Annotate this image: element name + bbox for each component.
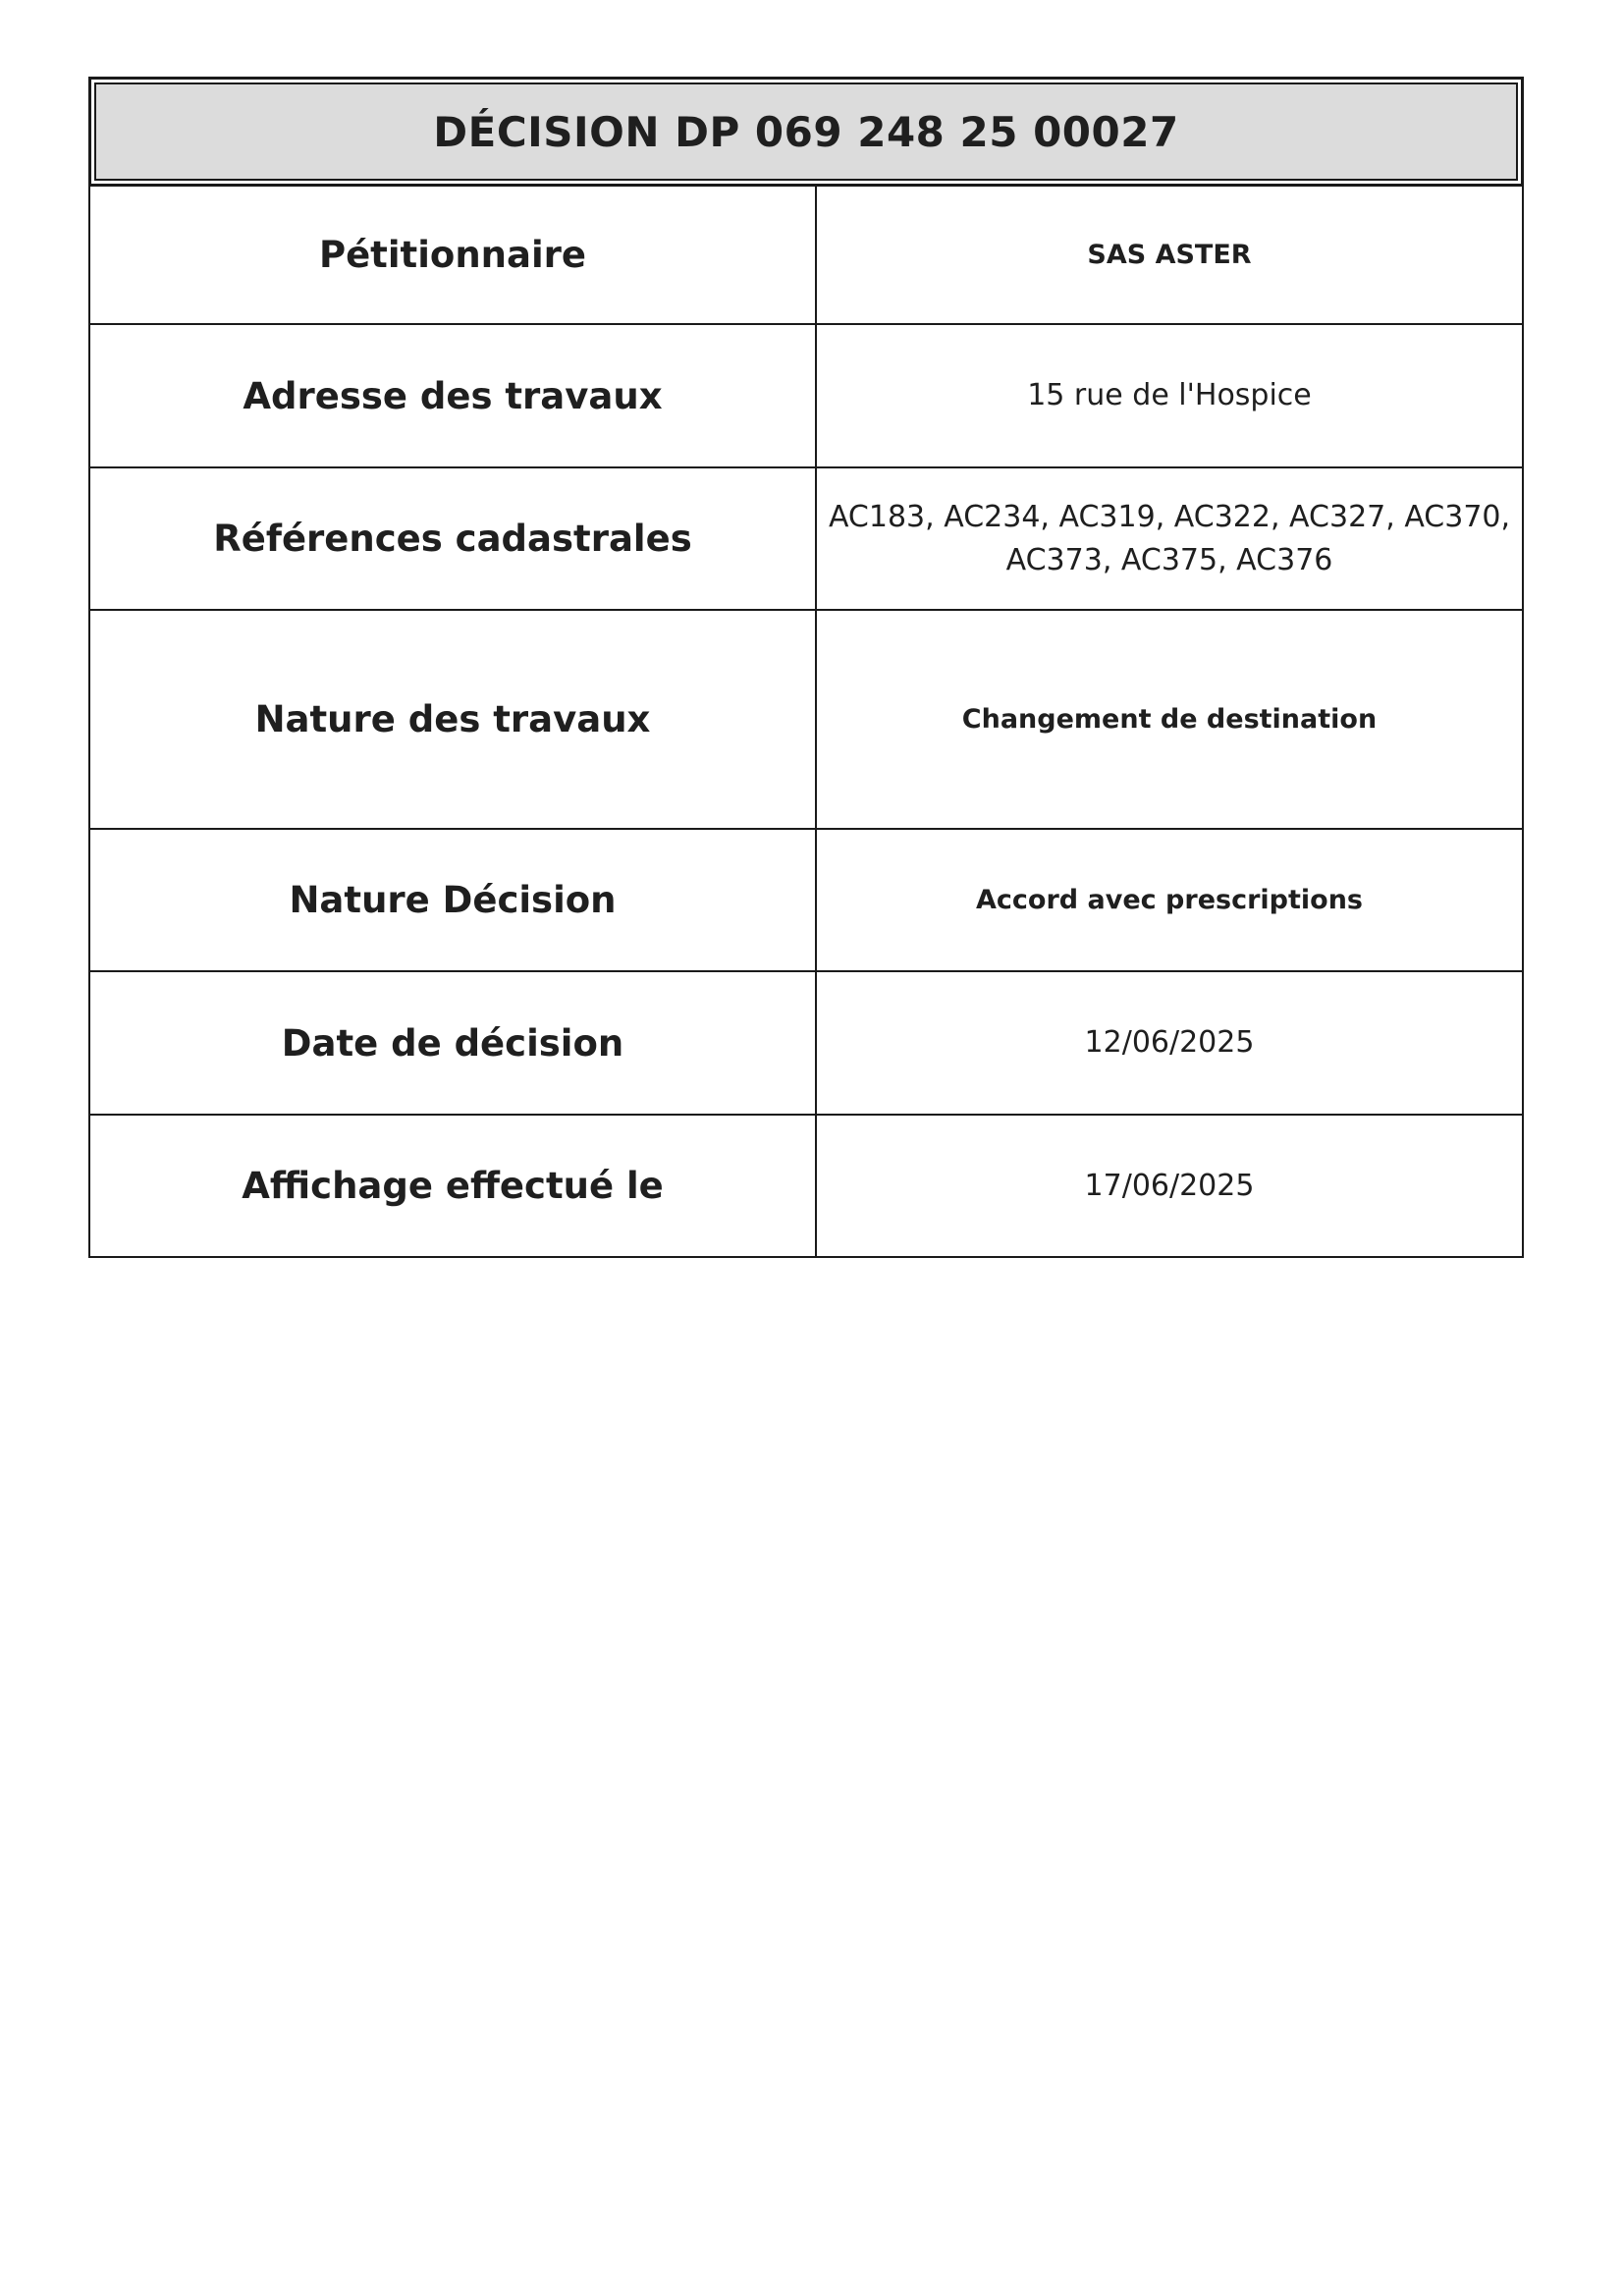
- table-row: [89, 829, 1523, 971]
- row-label-petitionnaire: Pétitionnaire: [89, 186, 816, 324]
- decision-title: DÉCISION DP 069 248 25 00027: [433, 107, 1179, 156]
- table-row: [89, 324, 1523, 467]
- row-label-references: Références cadastrales: [89, 467, 816, 610]
- table-row: [89, 467, 1523, 610]
- title-box: [88, 77, 1524, 187]
- table-row: [89, 1115, 1523, 1257]
- row-label-nature-travaux: Nature des travaux: [89, 610, 816, 829]
- row-label-date-decision: Date de décision: [89, 971, 816, 1115]
- title-banner: [94, 82, 1518, 181]
- row-label-nature-decision: Nature Décision: [89, 829, 816, 971]
- row-value-petitionnaire: SAS ASTER: [816, 186, 1523, 324]
- row-value-nature-travaux: Changement de destination: [816, 610, 1523, 829]
- row-value-affichage: 17/06/2025: [816, 1115, 1523, 1257]
- row-label-adresse: Adresse des travaux: [89, 324, 816, 467]
- table-row: [89, 186, 1523, 324]
- row-value-adresse: 15 rue de l'Hospice: [816, 324, 1523, 467]
- row-label-affichage: Affichage effectué le: [89, 1115, 816, 1257]
- row-value-date-decision: 12/06/2025: [816, 971, 1523, 1115]
- table-row: [89, 971, 1523, 1115]
- row-value-nature-decision: Accord avec prescriptions: [816, 829, 1523, 971]
- row-value-references: AC183, AC234, AC319, AC322, AC327, AC370, AC373, AC375, AC376: [816, 467, 1523, 610]
- decision-table: [88, 185, 1524, 1258]
- table-row: [89, 610, 1523, 829]
- decision-sheet: [88, 77, 1524, 1258]
